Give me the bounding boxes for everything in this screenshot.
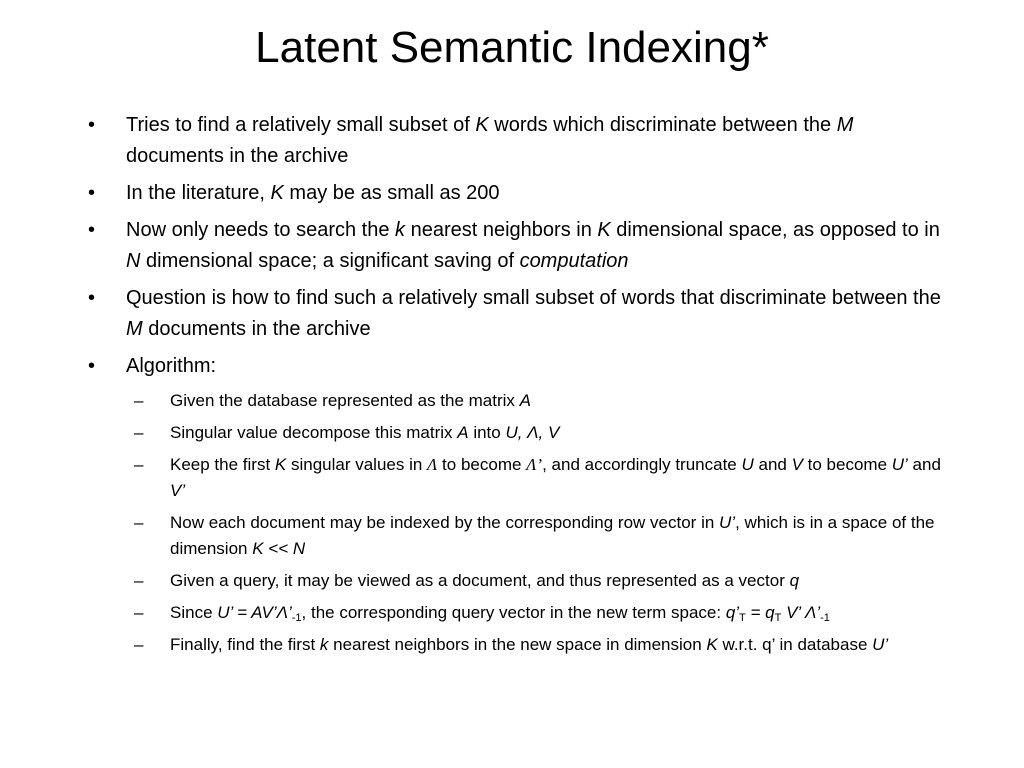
bullet-text: Question is how to find such a relatively small subset of words that discriminate between the (126, 287, 941, 309)
sub-bullet-text: , which is in a space of the dimension (170, 513, 935, 558)
sub-bullet-text: singular values in (286, 455, 428, 474)
sub-bullet-item (134, 600, 948, 626)
var-k-small: k (395, 219, 406, 241)
sub-bullet-text: Keep the first (170, 455, 275, 474)
bullet-text: Algorithm: (126, 355, 217, 377)
sub-bullet-item (134, 452, 948, 504)
sub-bullet-text: Singular value decompose this matrix (170, 423, 458, 442)
sub-bullet-text: to become (437, 455, 527, 474)
bullet-text: documents in the archive (142, 318, 371, 340)
sub-bullet-item (134, 568, 948, 594)
bullet-item (88, 110, 948, 172)
sub-bullet-text: , the corresponding query vector in the new term space: (301, 603, 726, 622)
var-u-lambda-v: U, Λ, V (505, 423, 560, 442)
superscript-inverse: -1 (820, 612, 830, 624)
var-k: K (597, 219, 611, 241)
sub-bullet-text: Now each document may be indexed by the corresponding row vector in (170, 513, 720, 532)
sub-bullet-marker: – (134, 571, 144, 590)
sub-bullet-marker: – (134, 513, 144, 532)
sub-bullet-text: nearest neighbors in the new space in dimension (328, 635, 707, 654)
sub-bullet-text: Since (170, 603, 218, 622)
equation-q: = q (745, 603, 775, 622)
var-k: K (270, 182, 284, 204)
bullet-marker: • (88, 114, 96, 136)
var-a: A (457, 423, 469, 442)
superscript-transpose: T (739, 612, 746, 624)
emphasis-computation: computation (519, 250, 629, 272)
var-v: V (791, 455, 803, 474)
var-a: A (519, 391, 531, 410)
var-lambda: Λ (427, 455, 438, 474)
sub-bullet-marker: – (134, 603, 144, 622)
bullet-marker: • (88, 287, 96, 309)
sub-bullet-text: into (468, 423, 506, 442)
bullet-marker: • (88, 219, 96, 241)
var-u: U (741, 455, 754, 474)
var-k: K (475, 114, 489, 136)
sub-bullet-item (134, 632, 948, 658)
superscript-inverse: -1 (291, 612, 302, 624)
var-u-prime: U’ (891, 455, 908, 474)
sub-bullet-text: Finally, find the first (170, 635, 320, 654)
bullet-item (88, 215, 948, 277)
var-k-small: k (319, 635, 329, 654)
bullet-text: Tries to find a relatively small subset of (126, 114, 476, 136)
bullet-text: dimensional space, as opposed to in (610, 219, 940, 241)
bullet-text: Now only needs to search the (126, 219, 396, 241)
equation-v-lambda: V’ Λ’ (781, 603, 821, 622)
var-m: M (126, 318, 143, 340)
bullet-marker: • (88, 182, 96, 204)
var-u-prime: U’ (872, 635, 889, 654)
var-k: K (706, 635, 718, 654)
sub-bullet-item (134, 510, 948, 562)
var-v-prime: V’ (170, 481, 186, 500)
var-u-prime: U’ (719, 513, 736, 532)
sub-bullet-marker: – (134, 423, 144, 442)
sub-bullet-marker: – (134, 635, 144, 654)
bullet-item (88, 178, 948, 209)
bullet-list (88, 110, 948, 664)
sub-bullet-text: and (753, 455, 792, 474)
bullet-item (88, 283, 948, 345)
bullet-text: documents in the archive (126, 145, 349, 167)
bullet-item (88, 351, 948, 382)
sub-bullet-marker: – (134, 391, 144, 410)
var-q: q (789, 571, 800, 590)
sub-bullet-text: to become (802, 455, 892, 474)
sub-bullet-marker: – (134, 455, 144, 474)
var-k: K (274, 455, 287, 474)
var-n: N (126, 250, 141, 272)
var-k-ll-n: K << N (252, 539, 306, 558)
bullet-text: words which discriminate between the (488, 114, 837, 136)
bullet-text: dimensional space; a significant saving of (140, 250, 520, 272)
bullet-text: nearest neighbors in (405, 219, 598, 241)
sub-bullet-text: , and accordingly truncate (542, 455, 742, 474)
sub-bullet-item (134, 388, 948, 414)
bullet-text: may be as small as 200 (283, 182, 500, 204)
var-lambda-prime: Λ’ (526, 455, 543, 474)
bullet-text: In the literature, (126, 182, 271, 204)
sub-bullet-text: w.r.t. q’ in database (717, 635, 873, 654)
var-m: M (836, 114, 854, 136)
equation-u-prime: U’ = AV’Λ’ (217, 603, 292, 622)
sub-bullet-text: Given the database represented as the matrix (170, 391, 520, 410)
superscript-transpose: T (774, 612, 782, 624)
slide-title: Latent Semantic Indexing* (255, 23, 769, 72)
bullet-marker: • (88, 355, 96, 377)
sub-bullet-text: Given a query, it may be viewed as a document, and thus represented as a vector (170, 571, 790, 590)
var-q-prime: q’ (725, 603, 740, 622)
sub-bullet-item (134, 420, 948, 446)
sub-bullet-text: and (907, 455, 941, 474)
